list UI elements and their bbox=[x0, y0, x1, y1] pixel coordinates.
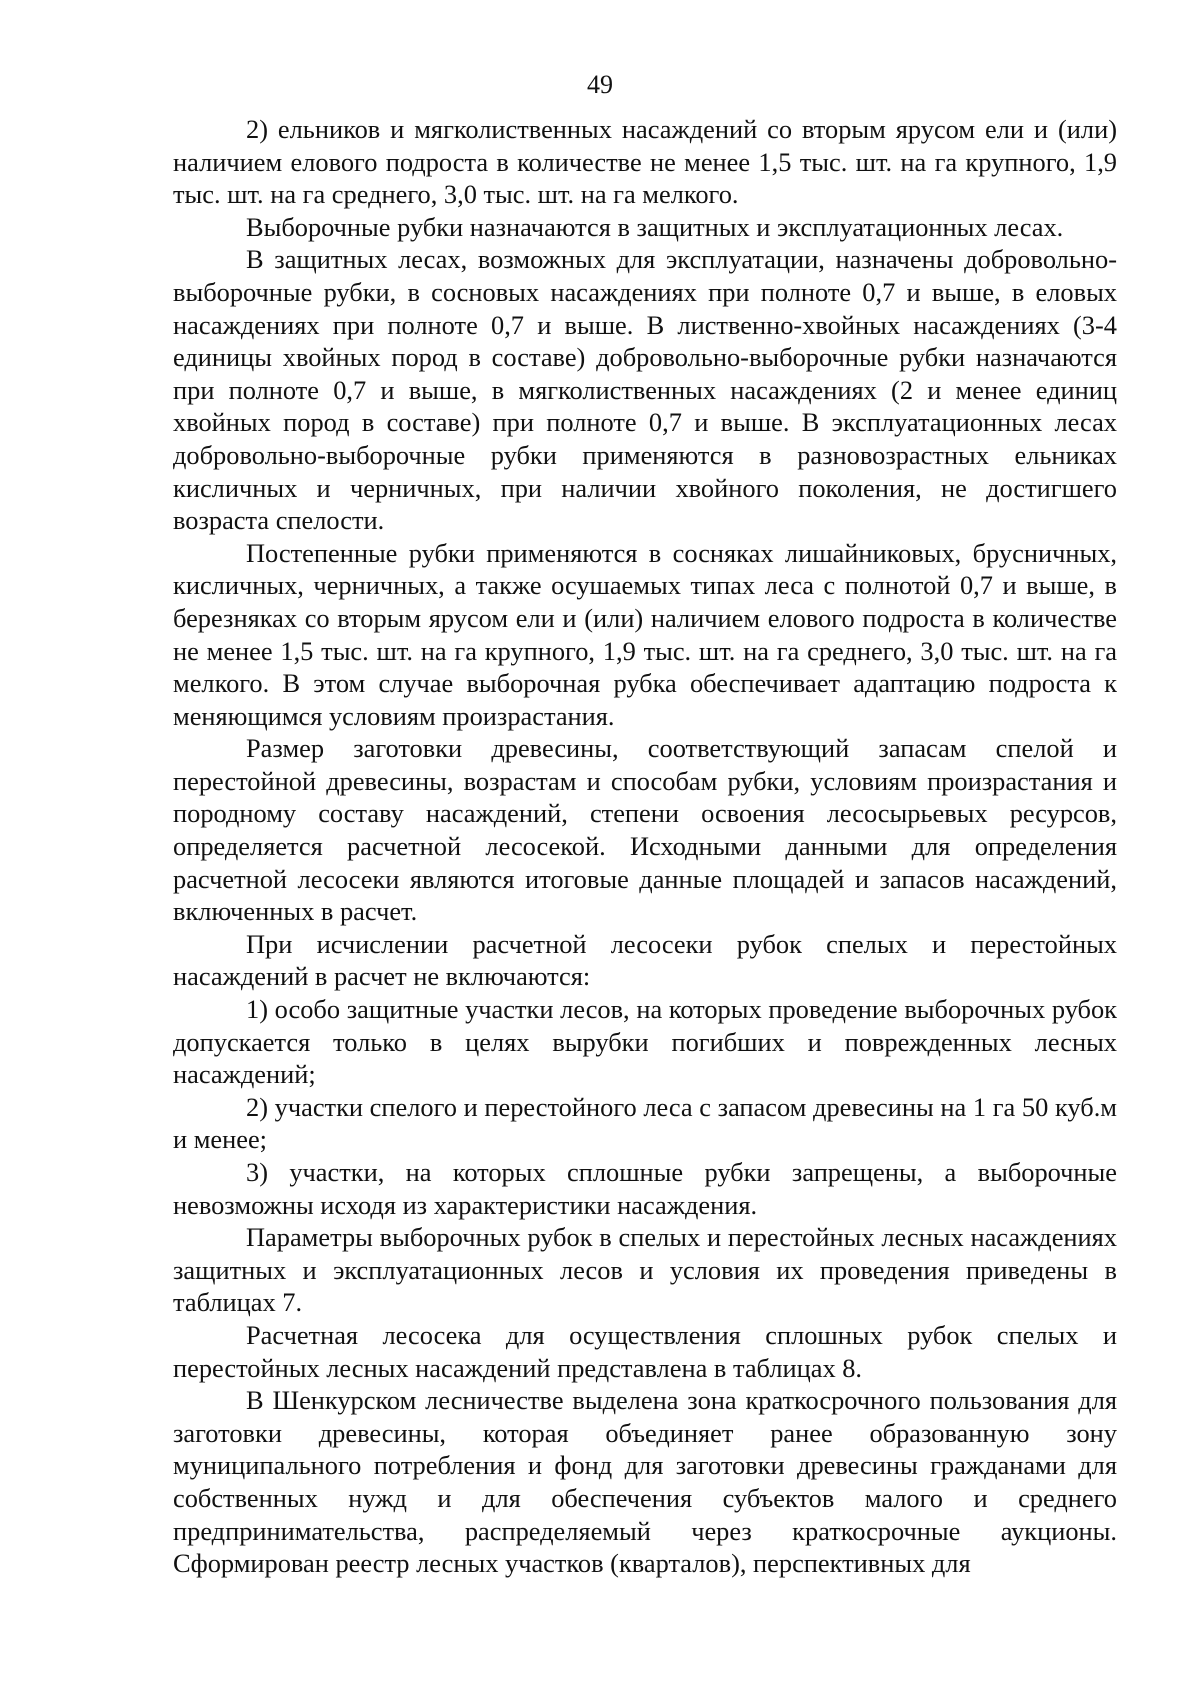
paragraph-table-8-reference: Расчетная лесосека для осуществления сплошных рубок спелых и перестойных лесных насаждений представлена в таблицах 8. bbox=[173, 1319, 1117, 1383]
page-number: 49 bbox=[587, 70, 613, 99]
paragraph-exclusions-intro: При исчислении расчетной лесосеки рубок спелых и перестойных насаждений в расчет не включаются: bbox=[173, 928, 1117, 992]
paragraph-short-term-zone: В Шенкурском лесничестве выделена зона краткосрочного пользования для заготовки древесины, которая объединяет ранее образованную зону муниципального потребления и фонд для заготовки древесины гражданами для собственных нужд и для обеспечения субъектов малого и среднего предпринимательства, распределяемый через краткосрочные аукционы. Сформирован реестр лесных участков (кварталов), перспективных для bbox=[173, 1385, 1117, 1579]
document-body bbox=[173, 113, 1117, 1580]
paragraph-exclusion-1: 1) особо защитные участки лесов, на которых проведение выборочных рубок допускается только в целях вырубки погибших и поврежденных лесных насаждений; bbox=[173, 994, 1117, 1090]
paragraph-item-2-spruce: 2) ельников и мягколиственных насаждений со вторым ярусом ели и (или) наличием елового подроста в количестве не менее 1,5 тыс. шт. на га крупного, 1,9 тыс. шт. на га среднего, 3,0 тыс. шт. на га мелкого. bbox=[173, 114, 1117, 210]
paragraph-selective-cuttings: Выборочные рубки назначаются в защитных и эксплуатационных лесах. bbox=[246, 211, 1064, 242]
paragraph-exclusion-2: 2) участки спелого и перестойного леса с запасом древесины на 1 га 50 куб.м и менее; bbox=[173, 1091, 1117, 1155]
paragraph-table-7-reference: Параметры выборочных рубок в спелых и перестойных лесных насаждениях защитных и эксплуатационных лесов и условия их проведения приведены в таблицах 7. bbox=[173, 1222, 1117, 1318]
paragraph-protective-forests: В защитных лесах, возможных для эксплуатации, назначены добровольно-выборочные рубки, в сосновых насаждениях при полноте 0,7 и выше, в еловых насаждениях при полноте 0,7 и выше. В лиственно-хвойных насаждениях (3-4 единицы хвойных пород в составе) добровольно-выборочные рубки назначаются при полноте 0,7 и выше, в мягколиственных насаждениях (2 и менее единиц хвойных пород в составе) при полноте 0,7 и выше. В эксплуатационных лесах добровольно-выборочные рубки применяются в разновозрастных ельниках кисличных и черничных, при наличии хвойного поколения, не достигшего возраста спелости. bbox=[173, 244, 1117, 536]
paragraph-gradual-cuttings: Постепенные рубки применяются в сосняках лишайниковых, брусничных, кисличных, черничных, а также осушаемых типах леса с полнотой 0,7 и выше, в березняках со вторым ярусом ели и (или) наличием елового подроста в количестве не менее 1,5 тыс. шт. на га крупного, 1,9 тыс. шт. на га среднего, 3,0 тыс. шт. на га мелкого. В этом случае выборочная рубка обеспечивает адаптацию подроста к меняющимся условиям произрастания. bbox=[173, 537, 1117, 731]
paragraph-exclusion-3: 3) участки, на которых сплошные рубки запрещены, а выборочные невозможны исходя из характеристики насаждения. bbox=[173, 1157, 1117, 1220]
paragraph-harvest-size: Размер заготовки древесины, соответствующий запасам спелой и перестойной древесины, возрастам и способам рубки, условиям произрастания и породному составу насаждений, степени освоения лесосырьевых ресурсов, определяется расчетной лесосекой. Исходными данными для определения расчетной лесосеки являются итоговые данные площадей и запасов насаждений, включенных в расчет. bbox=[173, 733, 1117, 927]
